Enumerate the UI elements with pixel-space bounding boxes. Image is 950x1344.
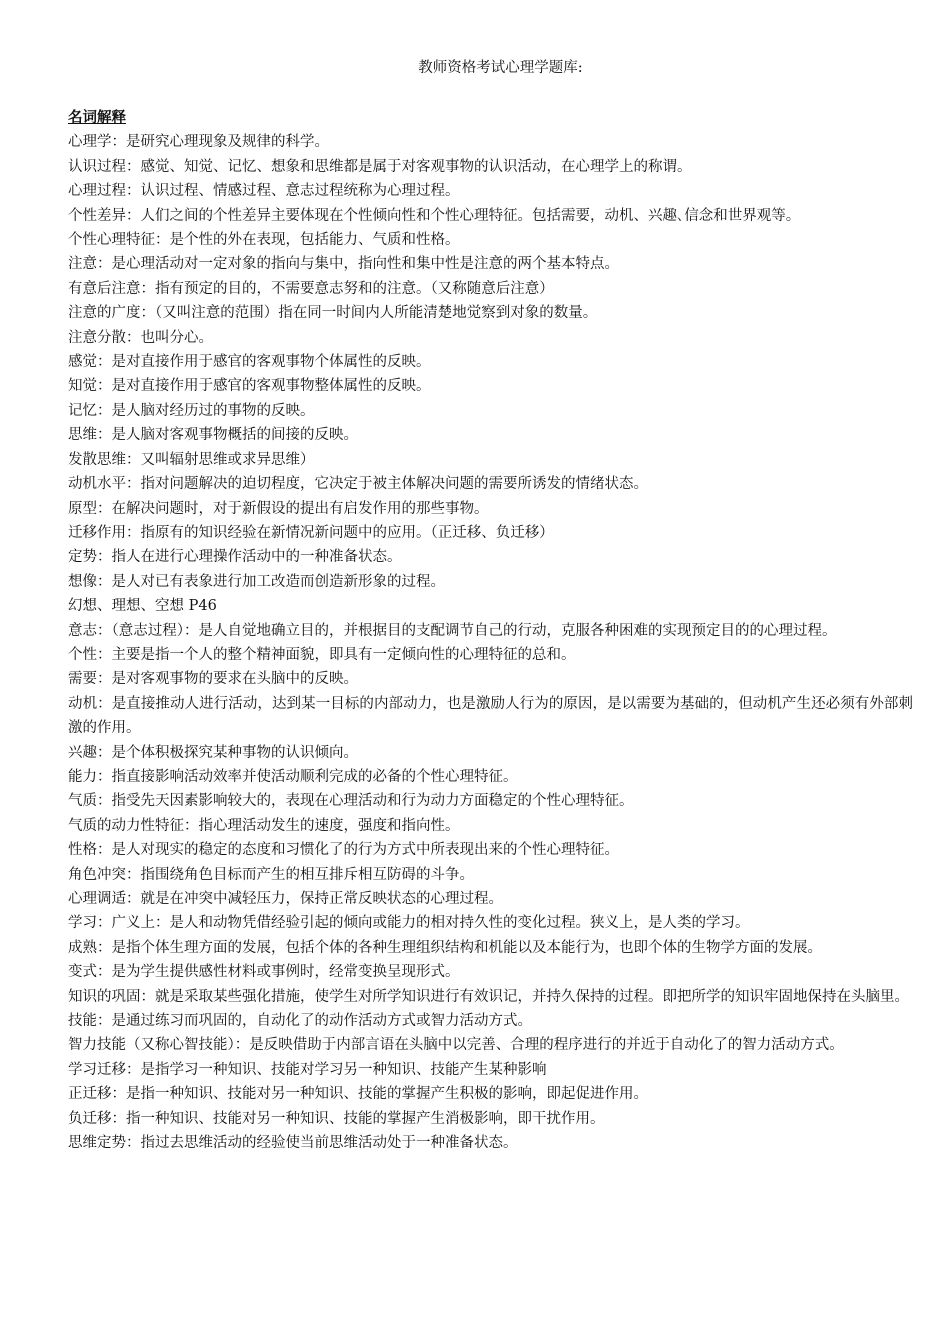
term-entry: 意志：（意志过程）：是人自觉地确立目的，并根据目的支配调节自己的行动，克服各种困难的实现预定目的的心理过程。 — [68, 622, 837, 639]
term-entry: 发散思维：又叫辐射思维或求异思维） — [68, 451, 315, 468]
term-entry: 注意分散：也叫分心。 — [68, 329, 213, 346]
term-entry: 感觉：是对直接作用于感官的客观事物个体属性的反映。 — [68, 354, 431, 371]
term-entry: 兴趣：是个体积极探究某种事物的认识倾向。 — [68, 744, 358, 761]
document-page — [68, 56, 913, 1155]
term-entry: 定势：指人在进行心理操作活动中的一种准备状态。 — [68, 549, 402, 566]
term-entry: 幻想、理想、空想 P46 — [68, 598, 217, 615]
term-entry: 气质：指受先天因素影响较大的，表现在心理活动和行为动力方面稳定的个性心理特征。 — [68, 793, 634, 810]
term-entry: 技能：是通过练习而巩固的，自动化了的动作活动方式或智力活动方式。 — [68, 1013, 532, 1030]
term-entry: 气质的动力性特征：指心理活动发生的速度，强度和指向性。 — [68, 817, 460, 834]
term-entry: 变式：是为学生提供感性材料或事例时，经常变换呈现形式。 — [68, 964, 460, 981]
term-entry: 正迁移：是指一种知识、技能对另一种知识、技能的掌握产生积极的影响，即起促进作用。 — [68, 1086, 648, 1103]
term-entry: 智力技能（又称心智技能）：是反映借助于内部言语在头脑中以完善、合理的程序进行的并近于自动化了的智力活动方式。 — [68, 1037, 844, 1054]
term-entry: 思维：是人脑对客观事物概括的间接的反映。 — [68, 427, 358, 444]
term-entry: 个性：主要是指一个人的整个精神面貌，即具有一定倾向性的心理特征的总和。 — [68, 646, 576, 663]
term-entry: 注意：是心理活动对一定对象的指向与集中，指向性和集中性是注意的两个基本特点。 — [68, 256, 619, 273]
term-entry: 负迁移：指一种知识、技能对另一种知识、技能的掌握产生消极影响，即干扰作用。 — [68, 1110, 605, 1127]
term-entry: 动机水平：指对问题解决的迫切程度，它决定于被主体解决问题的需要所诱发的情绪状态。 — [68, 476, 648, 493]
term-entry: 注意的广度：（又叫注意的范围）指在同一时间内人所能清楚地觉察到对象的数量。 — [68, 305, 598, 322]
term-entry: 成熟：是指个体生理方面的发展，包括个体的各种生理组织结构和机能以及本能行为，也即个体的生物学方面的发展。 — [68, 939, 822, 956]
term-entry: 思维定势：指过去思维活动的经验使当前思维活动处于一种准备状态。 — [68, 1135, 518, 1152]
term-entry: 有意后注意：指有预定的目的，不需要意志努和的注意。（又称随意后注意） — [68, 280, 554, 297]
term-entry: 需要：是对客观事物的要求在头脑中的反映。 — [68, 671, 358, 688]
term-entry: 原型：在解决问题时，对于新假设的提出有启发作用的那些事物。 — [68, 500, 489, 517]
term-entry: 学习：广义上：是人和动物凭借经验引起的倾向或能力的相对持久性的变化过程。狭义上，是人类的学习。 — [68, 915, 750, 932]
document-title: 教师资格考试心理学题库: — [418, 60, 583, 76]
term-list — [68, 130, 913, 1155]
term-entry: 能力：指直接影响活动效率并使活动顺利完成的必备的个性心理特征。 — [68, 768, 518, 785]
term-entry: 知识的巩固：就是采取某些强化措施，使学生对所学知识进行有效识记，并持久保持的过程。即把所学的知识牢固地保持在头脑里。 — [68, 988, 909, 1005]
term-entry: 知觉：是对直接作用于感官的客观事物整体属性的反映。 — [68, 378, 431, 395]
term-entry: 迁移作用：指原有的知识经验在新情况新问题中的应用。（正迁移、负迁移） — [68, 524, 554, 541]
term-entry: 角色冲突：指围绕角色目标而产生的相互排斥相互防碍的斗争。 — [68, 866, 474, 883]
section-heading: 名词解释 — [68, 109, 126, 126]
term-entry: 个性差异：人们之间的个性差异主要体现在个性倾向性和个性心理特征。包括需要，动机、兴趣､信念和世界观等。 — [68, 207, 801, 224]
term-entry: 想像：是人对已有表象进行加工改造而创造新形象的过程。 — [68, 573, 445, 590]
term-entry: 心理过程：认识过程、情感过程、意志过程统称为心理过程。 — [68, 183, 460, 200]
term-entry: 记忆：是人脑对经历过的事物的反映。 — [68, 402, 315, 419]
term-entry: 心理学：是研究心理现象及规律的科学。 — [68, 134, 329, 151]
term-entry: 个性心理特征：是个性的外在表现，包括能力、气质和性格。 — [68, 232, 460, 249]
term-entry: 性格：是人对现实的稳定的态度和习惯化了的行为方式中所表现出来的个性心理特征。 — [68, 842, 619, 859]
term-entry: 认识过程：感觉、知觉、记忆、想象和思维都是属于对客观事物的认识活动，在心理学上的称谓。 — [68, 158, 692, 175]
term-entry: 学习迁移：是指学习一种知识、技能对学习另一种知识、技能产生某种影响 — [68, 1061, 547, 1078]
term-entry: 动机：是直接推动人进行活动，达到某一目标的内部动力，也是激励人行为的原因，是以需要为基础的，但动机产生还必须有外部刺激的作用。 — [68, 695, 913, 737]
term-entry: 心理调适：就是在冲突中减轻压力，保持正常反映状态的心理过程。 — [68, 891, 503, 907]
